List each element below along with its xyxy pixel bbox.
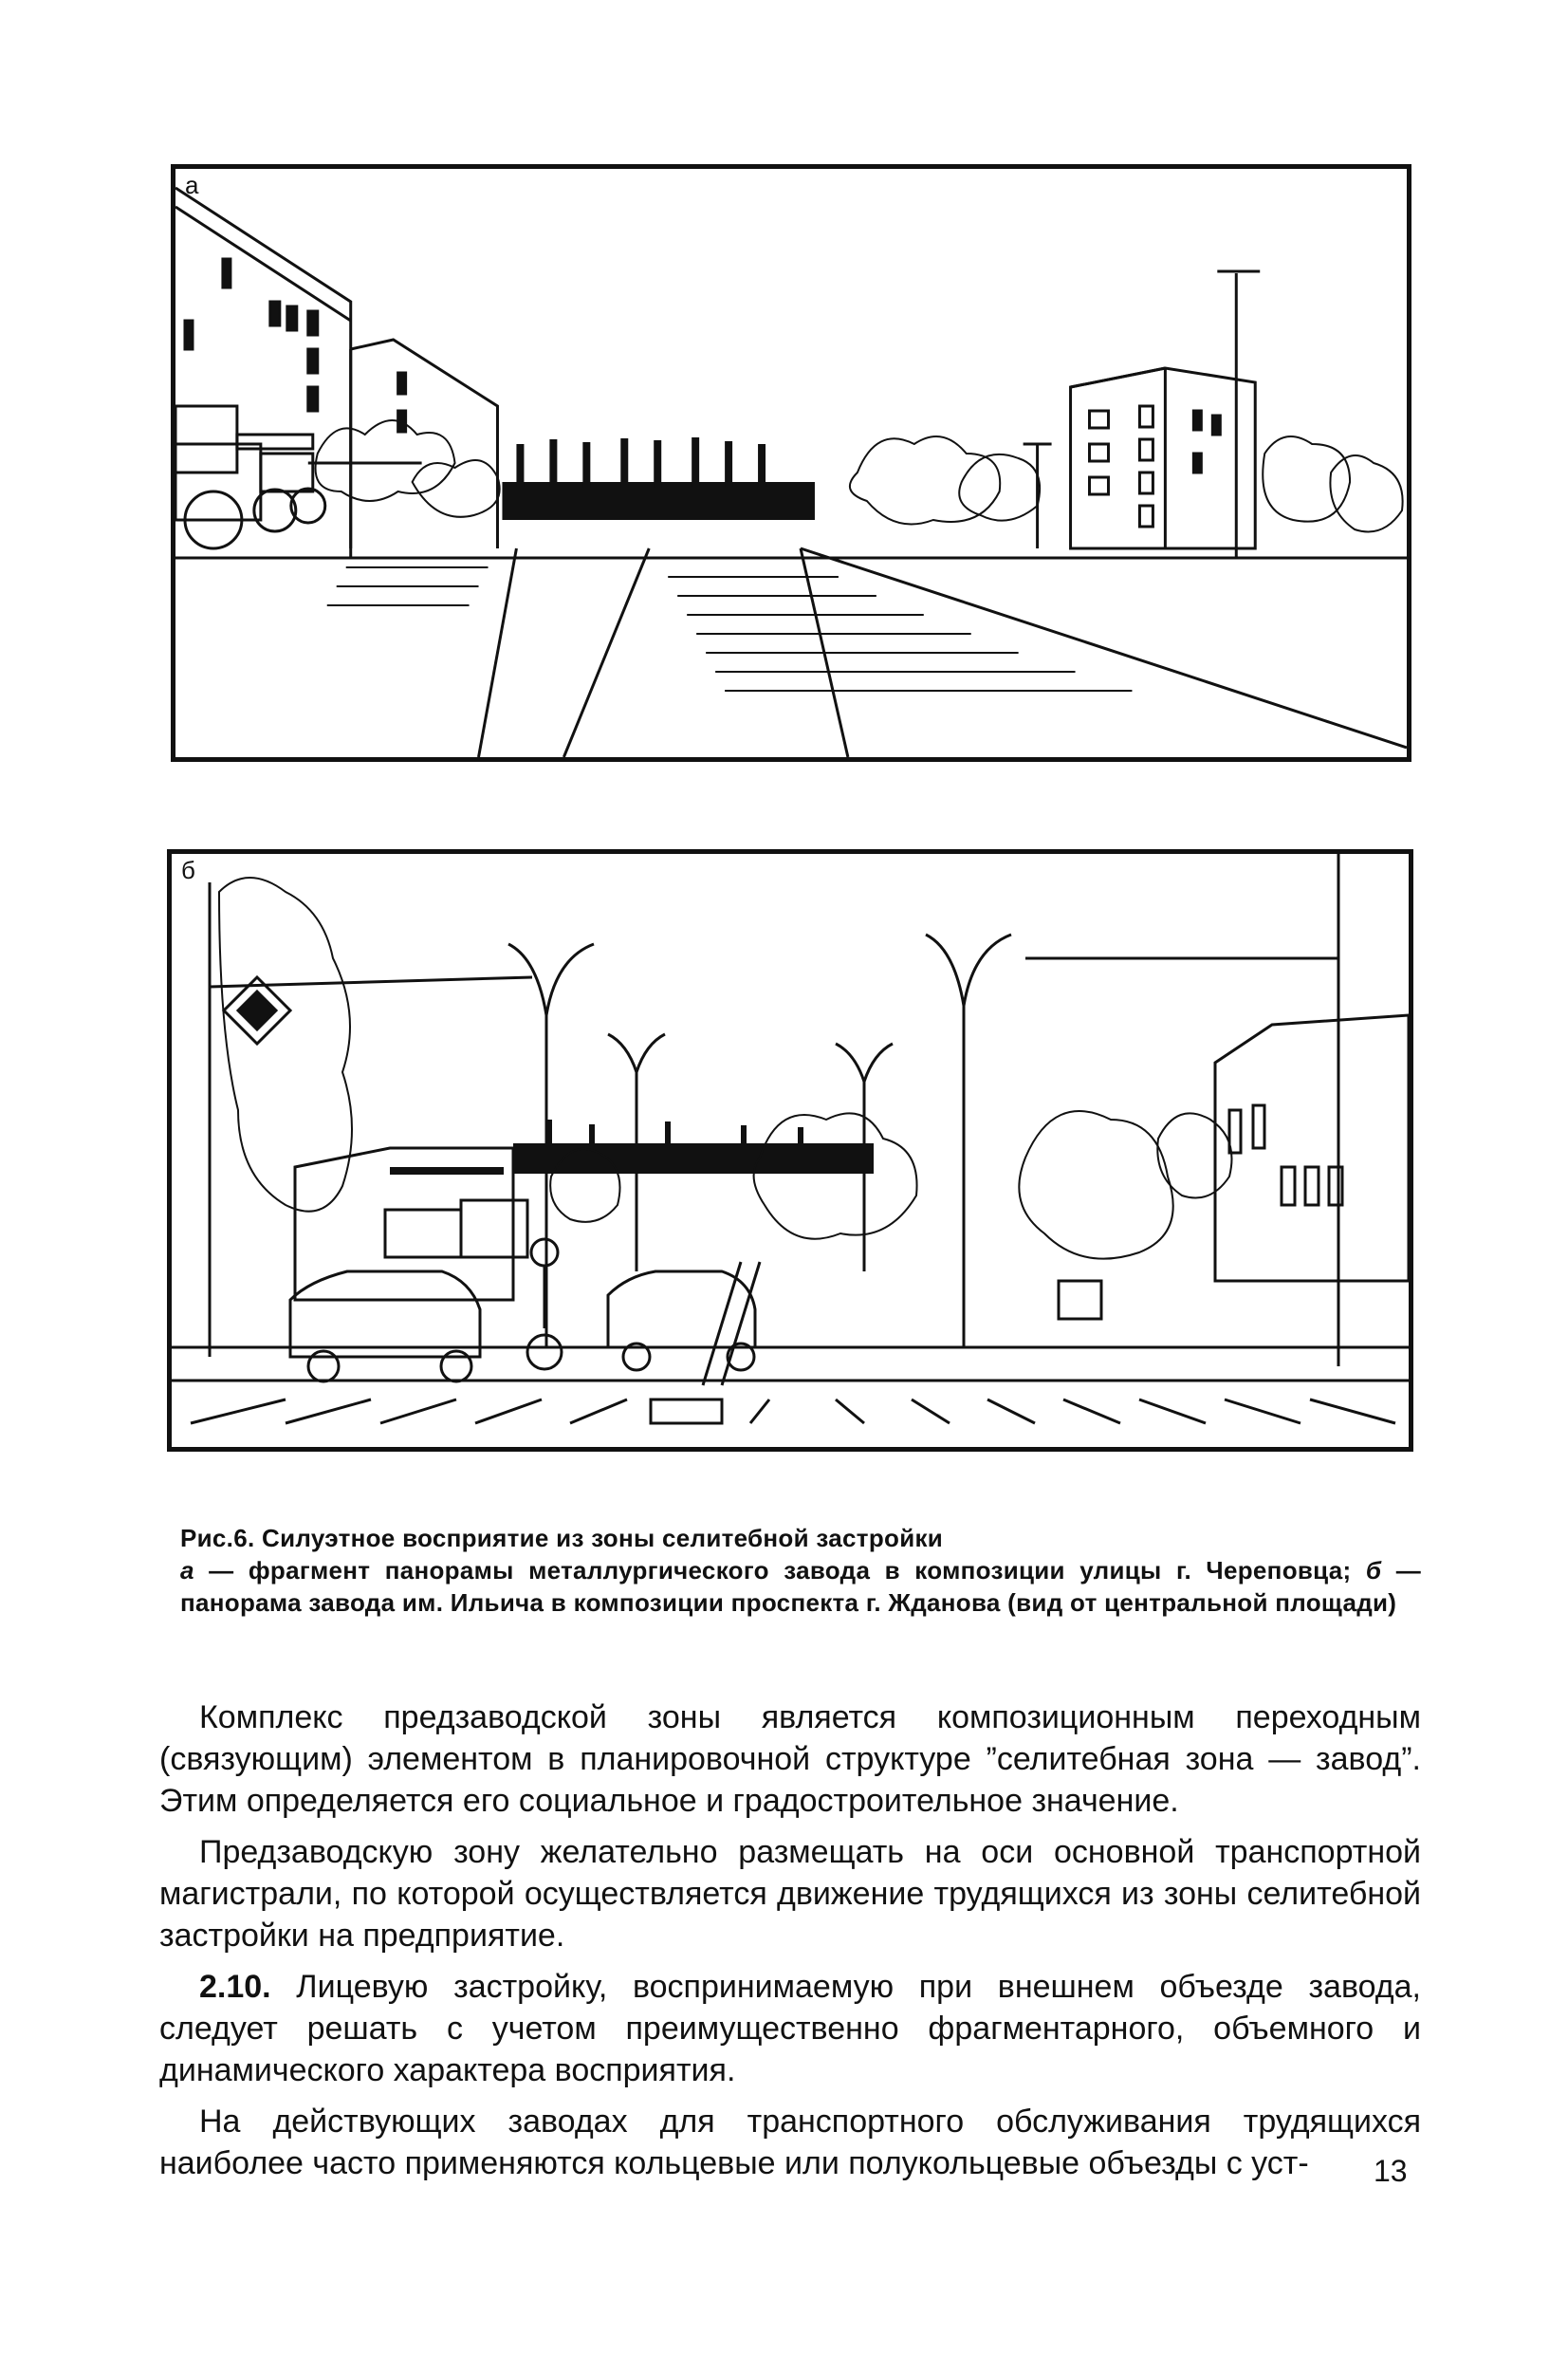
paragraph-3 xyxy=(159,1966,1421,2091)
figure-a-street-panorama xyxy=(171,164,1411,762)
caption-part-b-text: — панорама завода им. Ильича в композиции проспекта г. Жданова (вид от центральной площади) xyxy=(180,1556,1422,1617)
figure-b-label: б xyxy=(181,856,195,884)
figure-a-label: а xyxy=(185,171,199,199)
lawn-hatching xyxy=(327,567,1133,691)
paragraph-1: Комплекс предзаводской зоны является композиционным переходным (связующим) элементом в планировочной структуре ”селитебная зона — завод”. Этим определяется его социальное и градостроительное значение. xyxy=(159,1699,1421,1819)
right-building xyxy=(1215,1015,1409,1281)
figure-caption xyxy=(159,1522,1421,1619)
trees xyxy=(219,878,1232,1259)
motorcyclist xyxy=(527,1239,562,1369)
figure-a-drawing xyxy=(175,169,1407,757)
caption-part-b-label: б xyxy=(1365,1556,1382,1585)
body-text xyxy=(159,1696,1421,2194)
paragraph-4: На действующих заводах для транспортного обслуживания трудящихся наиболее часто применяются кольцевые или полукольцевые объезды с уст- xyxy=(159,2104,1421,2181)
caption-part-a-label: а xyxy=(180,1556,194,1585)
figure-b-drawing xyxy=(172,854,1409,1447)
page-number: 13 xyxy=(1374,2154,1408,2188)
plant-silhouette xyxy=(502,437,814,520)
right-building xyxy=(1071,368,1256,548)
section-number: 2.10. xyxy=(199,1969,271,2005)
truck xyxy=(175,406,422,548)
figure-b-avenue-panorama xyxy=(167,849,1413,1452)
caption-title: Рис.6. Силуэтное восприятие из зоны селитебной застройки xyxy=(180,1524,944,1552)
trees xyxy=(316,420,1403,532)
truck-left xyxy=(385,1200,527,1257)
paragraph-2: Предзаводскую зону желательно размещать на оси основной транспортной магистрали, по которой осуществляется движение трудящихся из зоны селитебной застройки на предприятие. xyxy=(159,1834,1421,1954)
caption-part-a-text: — фрагмент панорамы металлургического завода в композиции улицы г. Череповца; xyxy=(194,1556,1366,1585)
caption-description xyxy=(159,1554,1421,1619)
crosswalk xyxy=(191,1399,1395,1423)
second-building xyxy=(351,340,498,548)
van-right xyxy=(1059,1281,1101,1319)
car-left xyxy=(290,1271,480,1381)
paragraph-3-text: Лицевую застройку, воспринимаемую при внешнем объезде завода, следует решать с учетом преимущественно фрагментарного, объемного и динамического характера восприятия. xyxy=(159,1969,1421,2088)
